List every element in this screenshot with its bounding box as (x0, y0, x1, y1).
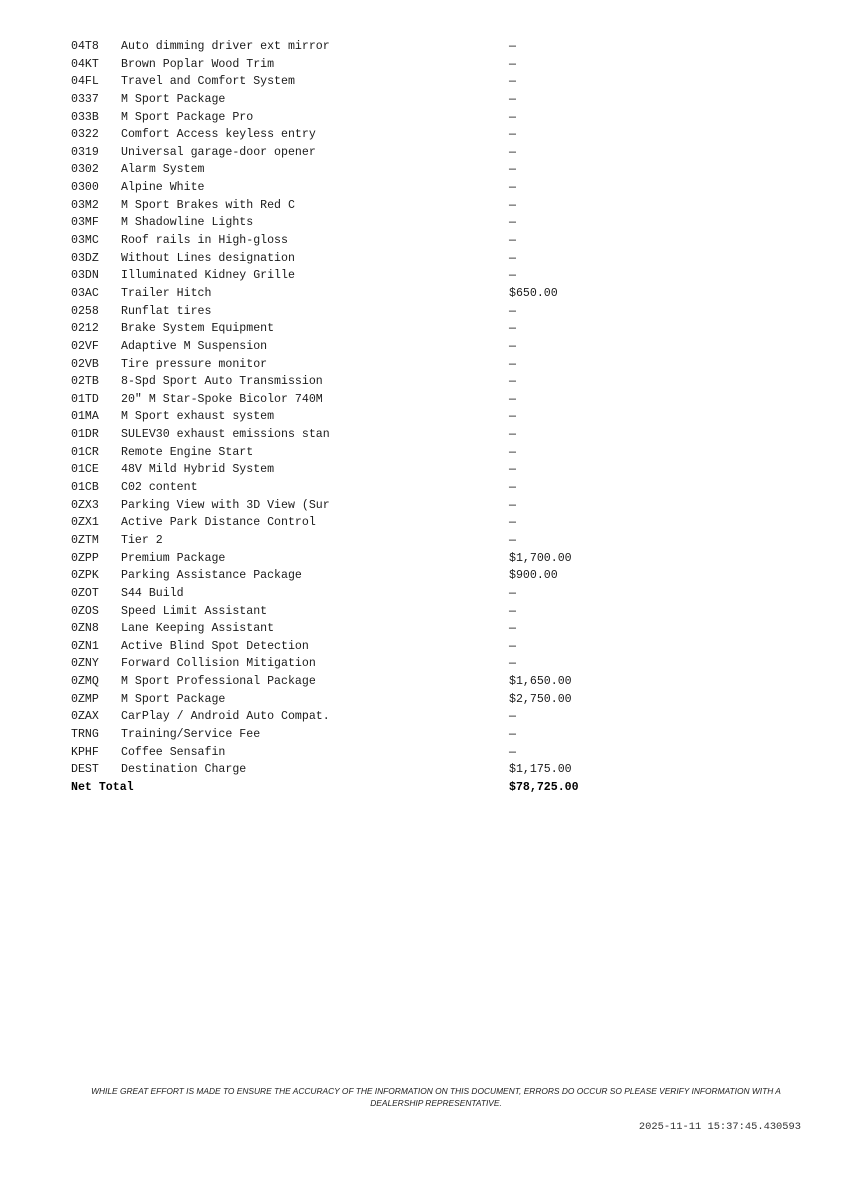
options-table (71, 38, 629, 797)
option-price: $2,750.00 (509, 692, 572, 706)
option-description: C02 content (121, 481, 198, 495)
option-price: $1,650.00 (509, 675, 572, 689)
option-code: 03AC (71, 286, 99, 300)
option-price: — (509, 604, 516, 618)
option-code: 01CR (71, 445, 99, 459)
option-row (71, 56, 629, 74)
option-description: Auto dimming driver ext mirror (121, 40, 330, 53)
option-row (71, 320, 629, 338)
option-price: — (509, 110, 516, 124)
option-description: 20" M Star-Spoke Bicolor 740M (121, 392, 323, 406)
option-price: — (509, 216, 516, 230)
option-row (71, 144, 629, 162)
option-code: KPHF (71, 745, 99, 759)
option-price: $650.00 (509, 286, 558, 300)
option-code: 0ZN1 (71, 639, 99, 653)
option-row (71, 161, 629, 179)
option-price: — (509, 234, 516, 248)
option-description: Speed Limit Assistant (121, 604, 268, 618)
option-price: $1,700.00 (509, 551, 572, 565)
option-row (71, 391, 629, 409)
option-description: M Sport Brakes with Red C (121, 198, 295, 212)
option-description: Adaptive M Suspension (121, 339, 268, 353)
option-price: — (509, 181, 516, 195)
option-code: 01MA (71, 410, 99, 424)
option-price: — (509, 445, 516, 459)
option-row (71, 655, 629, 673)
option-description: Parking Assistance Package (121, 569, 302, 583)
option-description: S44 Build (121, 586, 184, 600)
option-row (71, 497, 629, 515)
option-code: 0ZMP (71, 692, 99, 706)
option-code: 0319 (71, 145, 99, 159)
option-price: — (509, 463, 516, 477)
option-price: — (509, 392, 516, 406)
option-code: TRNG (71, 727, 99, 741)
option-row (71, 673, 629, 691)
option-row (71, 232, 629, 250)
option-description: Alarm System (121, 163, 205, 177)
option-price: — (509, 75, 516, 89)
option-description: Tier 2 (121, 533, 163, 547)
option-price: — (509, 357, 516, 371)
option-price: — (509, 622, 516, 636)
option-description: Alpine White (121, 181, 205, 195)
option-row (71, 638, 629, 656)
option-row (71, 726, 629, 744)
net-total-label: Net Total (71, 780, 134, 794)
option-price: — (509, 745, 516, 759)
option-description: M Sport exhaust system (121, 410, 275, 424)
option-description: Roof rails in High-gloss (121, 234, 288, 248)
option-description: Coffee Sensafin (121, 745, 226, 759)
option-description: Brake System Equipment (121, 322, 275, 336)
option-code: 03MF (71, 216, 99, 230)
option-description: M Sport Package (121, 692, 226, 706)
option-row (71, 603, 629, 621)
option-row (71, 373, 629, 391)
option-price: — (509, 533, 516, 547)
option-row (71, 567, 629, 585)
option-code: 0ZNY (71, 657, 99, 671)
option-description: Without Lines designation (121, 251, 295, 265)
option-code: 0258 (71, 304, 99, 318)
option-code: 02VF (71, 339, 99, 353)
option-row (71, 708, 629, 726)
option-description: M Sport Package Pro (121, 110, 254, 124)
option-price: — (509, 92, 516, 106)
option-code: 01CE (71, 463, 99, 477)
option-code: 02TB (71, 375, 99, 389)
option-code: 01DR (71, 428, 99, 442)
option-code: 0ZMQ (71, 675, 99, 689)
option-price: — (509, 727, 516, 741)
option-row (71, 479, 629, 497)
option-price: — (509, 269, 516, 283)
option-price: — (509, 251, 516, 265)
option-description: Illuminated Kidney Grille (121, 269, 295, 283)
option-row (71, 532, 629, 550)
option-row (71, 109, 629, 127)
option-code: 0337 (71, 92, 99, 106)
option-price: — (509, 410, 516, 424)
option-row (71, 197, 629, 215)
option-price: — (509, 57, 516, 71)
option-code: DEST (71, 763, 99, 777)
option-description: Brown Poplar Wood Trim (121, 57, 275, 71)
option-description: Universal garage-door opener (121, 145, 316, 159)
option-description: 8-Spd Sport Auto Transmission (121, 375, 323, 389)
option-description: M Shadowline Lights (121, 216, 254, 230)
option-row (71, 514, 629, 532)
option-code: 0322 (71, 128, 99, 142)
option-code: 0ZX3 (71, 498, 99, 512)
disclaimer-text: WHILE GREAT EFFORT IS MADE TO ENSURE THE ACCURACY OF THE INFORMATION ON THIS DOCUMENT, ERRORS DO OCCUR SO PLEASE VERIFY INFORMATION WITH A DEALERSHIP REPRESENTATIVE. (91, 1086, 781, 1108)
option-row (71, 126, 629, 144)
option-code: 03M2 (71, 198, 99, 212)
option-price: — (509, 40, 516, 53)
option-row (71, 444, 629, 462)
option-code: 02VB (71, 357, 99, 371)
option-description: Tire pressure monitor (121, 357, 268, 371)
option-price: $1,175.00 (509, 763, 572, 777)
option-row (71, 691, 629, 709)
option-price: — (509, 516, 516, 530)
option-code: 0ZN8 (71, 622, 99, 636)
option-row (71, 408, 629, 426)
option-code: 0ZPK (71, 569, 99, 583)
option-description: Comfort Access keyless entry (121, 128, 316, 142)
option-description: M Sport Professional Package (121, 675, 316, 689)
option-row (71, 250, 629, 268)
option-description: Runflat tires (121, 304, 212, 318)
option-description: 48V Mild Hybrid System (121, 463, 275, 477)
option-description: Lane Keeping Assistant (121, 622, 275, 636)
net-total-row (71, 779, 629, 797)
option-row (71, 214, 629, 232)
option-code: 0ZAX (71, 710, 99, 724)
option-code: 0302 (71, 163, 99, 177)
option-code: 0ZX1 (71, 516, 99, 530)
option-price: — (509, 163, 516, 177)
option-code: 01TD (71, 392, 99, 406)
option-row (71, 38, 629, 56)
option-row (71, 267, 629, 285)
option-code: 04FL (71, 75, 99, 89)
option-description: Forward Collision Mitigation (121, 657, 316, 671)
option-description: Premium Package (121, 551, 226, 565)
net-total-value: $78,725.00 (509, 780, 579, 794)
option-price: — (509, 657, 516, 671)
option-description: Training/Service Fee (121, 727, 261, 741)
option-code: 0ZOT (71, 586, 99, 600)
option-row (71, 303, 629, 321)
option-price: — (509, 145, 516, 159)
option-code: 01CB (71, 481, 99, 495)
option-price: — (509, 498, 516, 512)
option-price: — (509, 375, 516, 389)
option-price: — (509, 198, 516, 212)
option-price: — (509, 339, 516, 353)
option-code: 033B (71, 110, 99, 124)
option-row (71, 550, 629, 568)
option-row (71, 356, 629, 374)
print-timestamp: 2025-11-11 15:37:45.430593 (638, 1121, 801, 1133)
option-description: SULEV30 exhaust emissions stan (121, 428, 330, 442)
option-price: — (509, 428, 516, 442)
option-row (71, 761, 629, 779)
option-description: Parking View with 3D View (Sur (121, 498, 330, 512)
option-description: Trailer Hitch (121, 286, 212, 300)
option-row (71, 426, 629, 444)
option-description: Active Blind Spot Detection (121, 639, 309, 653)
option-row (71, 620, 629, 638)
option-row (71, 585, 629, 603)
option-code: 0ZTM (71, 533, 99, 547)
option-price: — (509, 586, 516, 600)
option-row (71, 461, 629, 479)
option-row (71, 338, 629, 356)
option-description: Destination Charge (121, 763, 247, 777)
option-code: 0ZOS (71, 604, 99, 618)
option-price: — (509, 639, 516, 653)
option-price: — (509, 304, 516, 318)
option-code: 04T8 (71, 40, 99, 53)
option-row (71, 73, 629, 91)
option-description: CarPlay / Android Auto Compat. (121, 710, 330, 724)
option-description: Active Park Distance Control (121, 516, 316, 530)
option-description: M Sport Package (121, 92, 226, 106)
option-price: $900.00 (509, 569, 558, 583)
option-row (71, 179, 629, 197)
option-price: — (509, 710, 516, 724)
option-description: Travel and Comfort System (121, 75, 295, 89)
option-code: 0212 (71, 322, 99, 336)
option-price: — (509, 322, 516, 336)
option-description: Remote Engine Start (121, 445, 254, 459)
option-code: 04KT (71, 57, 99, 71)
option-row (71, 91, 629, 109)
option-price: — (509, 481, 516, 495)
option-code: 0300 (71, 181, 99, 195)
option-row (71, 744, 629, 762)
option-code: 03DZ (71, 251, 99, 265)
option-code: 03MC (71, 234, 99, 248)
option-row (71, 285, 629, 303)
options-list (71, 38, 629, 779)
option-price: — (509, 128, 516, 142)
option-code: 0ZPP (71, 551, 99, 565)
option-code: 03DN (71, 269, 99, 283)
